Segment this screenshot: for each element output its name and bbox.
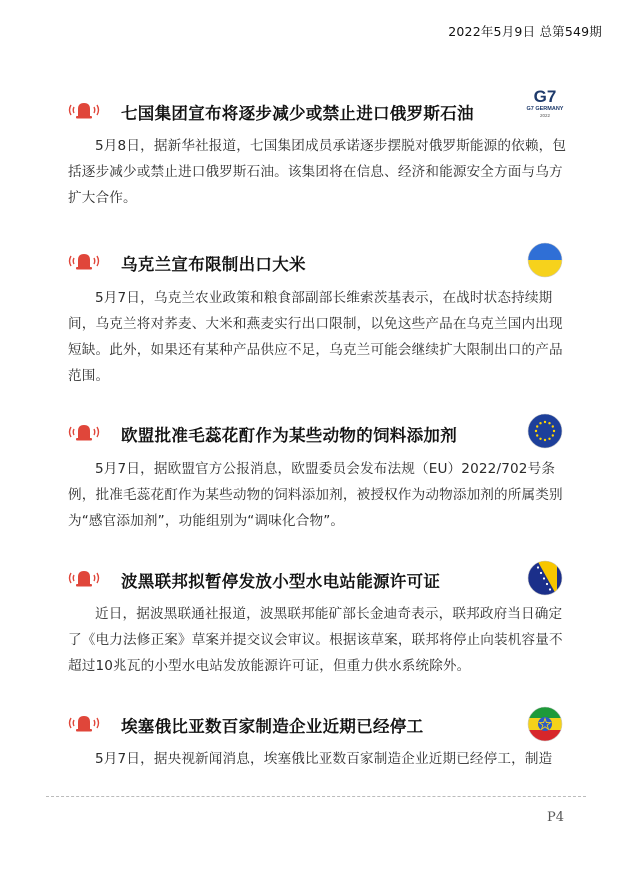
ukraine-flag-icon	[527, 242, 563, 278]
bosnia-flag-icon	[527, 560, 563, 596]
g7-logo	[522, 88, 568, 130]
article-body: 5月8日，据新华社报道，七国集团成员承诺逐步摆脱对俄罗斯能源的依赖，包括逐步减少或禁止进口俄罗斯石油。该集团将在信息、经济和能源安全方面与乌方扩大合作。	[68, 138, 567, 206]
g7-logo-year: 2022	[539, 113, 550, 118]
article-body: 近日，据波黑联通社报道，波黑联邦能矿部长金迪奇表示，联邦政府当日确定了《电力法修正案》草案并提交议会审议。根据该草案，联邦将停止向装机容量不超过10兆瓦的小型水电站发放能源许可证，但重力供水系统除外。	[68, 606, 563, 674]
alarm-bell-icon	[67, 421, 101, 443]
alarm-bell-icon	[67, 567, 101, 589]
ethiopia-flag-icon	[527, 706, 563, 742]
article-title: 乌克兰宣布限制出口大米	[121, 255, 306, 274]
article-title: 七国集团宣布将逐步减少或禁止进口俄罗斯石油	[121, 104, 474, 123]
article-body: 5月7日，乌克兰农业政策和粮食部副部长维索茨基表示，在战时状态持续期间，乌克兰将对荞麦、大米和燕麦实行出口限制，以免这些产品在乌克兰国内出现短缺。此外，如果还有某种产品供应不足，乌克兰可能会继续扩大限制出口的产品范围。	[68, 290, 563, 384]
g7-logo-text: G7 GERMANY	[526, 106, 564, 112]
article-title: 波黑联邦拟暂停发放小型水电站能源许可证	[121, 572, 441, 591]
footer-divider	[46, 796, 586, 797]
g7-logo-symbol: G7	[533, 87, 557, 106]
issue-date: 2022年5月9日 总第549期	[448, 24, 602, 39]
page-number: P4	[546, 810, 564, 825]
article-title: 欧盟批准毛蕊花酊作为某些动物的饲料添加剂	[121, 426, 457, 445]
alarm-bell-icon	[67, 712, 101, 734]
alarm-bell-icon	[67, 99, 101, 121]
eu-flag-icon	[527, 413, 563, 449]
article-body: 5月7日，据央视新闻消息，埃塞俄比亚数百家制造企业近期已经停工，制造	[95, 751, 553, 767]
article-title: 埃塞俄比亚数百家制造企业近期已经停工	[121, 717, 424, 736]
article-body: 5月7日，据欧盟官方公报消息，欧盟委员会发布法规（EU）2022/702号条例，批准毛蕊花酊作为某些动物的饲料添加剂，被授权作为动物添加剂的所属类别为“感官添加剂”，功能组别为“调味化合物”。	[68, 461, 563, 529]
alarm-bell-icon	[67, 250, 101, 272]
